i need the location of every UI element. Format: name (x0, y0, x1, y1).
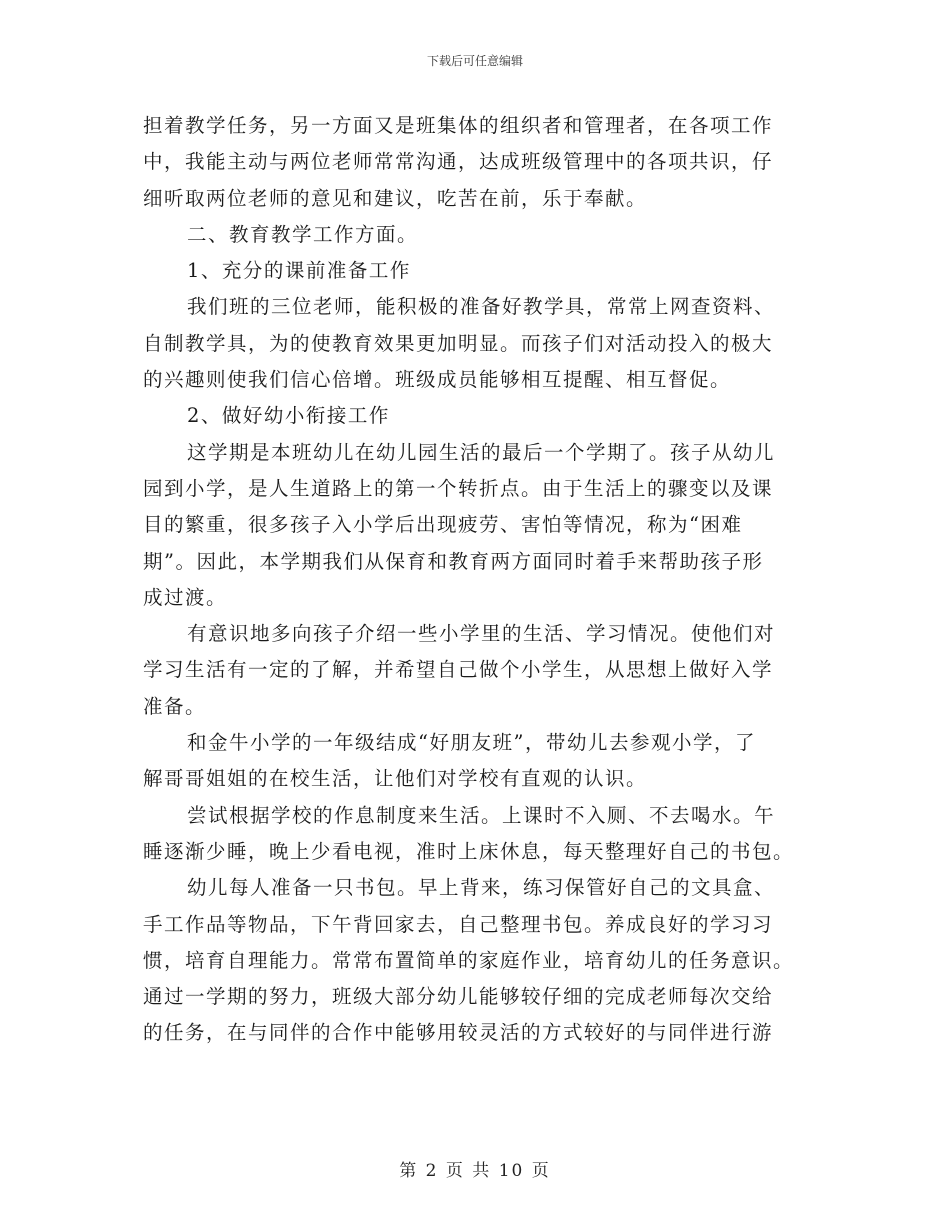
text-line: 园到小学，是人生道路上的第一个转折点。由于生活上的骤变以及课 (143, 476, 774, 500)
text-line: 期”。因此，本学期我们从保育和教育两方面同时着手来帮助孩子形 (143, 549, 764, 573)
text-line: 中，我能主动与两位老师常常沟通，达成班级管理中的各项共识，仔 (143, 150, 774, 174)
subsection-heading: 2、做好幼小衔接工作 (187, 404, 390, 428)
text-line: 幼儿每人准备一只书包。早上背来，练习保管好自己的文具盒、 (187, 876, 776, 900)
text-line: 通过一学期的努力，班级大部分幼儿能够较仔细的完成老师每次交给 (143, 985, 774, 1009)
subsection-heading: 1、充分的课前准备工作 (187, 259, 411, 283)
text-line: 细听取两位老师的意见和建议，吃苦在前，乐于奉献。 (143, 186, 648, 210)
text-line: 自制教学具，为的使教育效果更加明显。而孩子们对活动投入的极大 (143, 331, 774, 355)
body-text (143, 108, 795, 1052)
text-line: 担着教学任务，另一方面又是班集体的组织者和管理者，在各项工作 (143, 114, 774, 137)
text-line: 的任务，在与同伴的合作中能够用较灵活的方式较好的与同伴进行游 (143, 1021, 774, 1045)
text-line: 手工作品等物品，下午背回家去，自己整理书包。养成良好的学习习 (143, 912, 774, 936)
text-line: 这学期是本班幼儿在幼儿园生活的最后一个学期了。孩子从幼儿 (187, 440, 776, 464)
text-line: 目的繁重，很多孩子入小学后出现疲劳、害怕等情况，称为“困难 (143, 513, 743, 537)
text-line: 成过渡。 (143, 585, 228, 609)
page-header-note: 下载后可任意编辑 (426, 54, 523, 68)
page-number-footer: 第 2 页 共 10 页 (399, 1161, 551, 1181)
text-line: 准备。 (143, 694, 207, 718)
text-line: 学习生活有一定的了解，并希望自己做个小学生，从思想上做好入学 (143, 658, 774, 682)
text-line: 睡逐渐少睡，晚上少看电视，准时上床休息，每天整理好自己的书包。 (143, 839, 795, 863)
text-line: 解哥哥姐姐的在校生活，让他们对学校有直观的认识。 (143, 767, 648, 791)
text-line: 和金牛小学的一年级结成“好朋友班”，带幼儿去参观小学，了 (187, 731, 756, 755)
text-line: 惯，培育自理能力。常常布置简单的家庭作业，培育幼儿的任务意识。 (143, 948, 795, 972)
section-heading: 二、教育教学工作方面。 (187, 222, 419, 246)
text-line: 有意识地多向孩子介绍一些小学里的生活、学习情况。使他们对 (187, 622, 776, 646)
text-line: 的兴趣则使我们信心倍增。班级成员能够相互提醒、相互督促。 (143, 368, 732, 392)
text-line: 我们班的三位老师，能积极的准备好教学具，常常上网查资料、 (187, 295, 776, 319)
text-line: 尝试根据学校的作息制度来生活。上课时不入厕、不去喝水。午 (187, 803, 776, 827)
